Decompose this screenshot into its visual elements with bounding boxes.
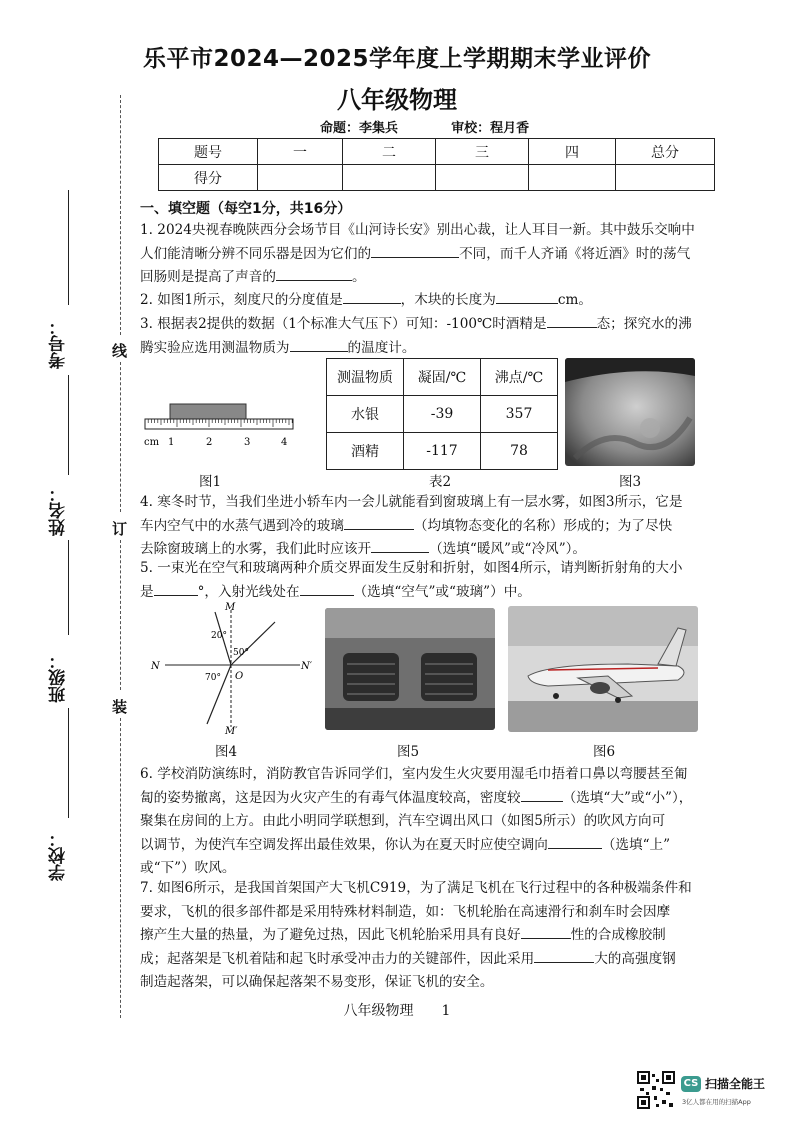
answer-blank[interactable] xyxy=(547,313,597,328)
angle-label: 50° xyxy=(233,648,249,658)
scanner-brand: 扫描全能王 xyxy=(705,1077,766,1091)
score-cell: 四 xyxy=(529,139,616,165)
answer-blank[interactable] xyxy=(496,289,558,304)
score-input-cell[interactable] xyxy=(343,165,436,191)
answer-blank[interactable] xyxy=(548,834,602,849)
figure-3-foggy-window-photo xyxy=(565,358,695,466)
table-header: 沸点/℃ xyxy=(481,359,558,396)
subject-title: 八年级物理 xyxy=(337,86,457,114)
binding-dashed-line xyxy=(120,362,121,512)
figure-1-caption: 图1 xyxy=(198,474,222,490)
q5-text: （选填“空气”或“玻璃”）中。 xyxy=(353,583,531,600)
ruler-tick-label: 4 xyxy=(281,437,288,448)
table-2-caption: 表2 xyxy=(428,474,452,490)
page-footer: 八年级物理 1 xyxy=(343,1003,451,1019)
figure-5-caption: 图5 xyxy=(396,744,420,760)
score-input-cell[interactable] xyxy=(529,165,616,191)
question-4 xyxy=(140,491,750,562)
q4-text: 去除窗玻璃上的水雾，我们此时应该开 xyxy=(140,541,372,557)
ray xyxy=(231,622,275,665)
question-6 xyxy=(140,763,750,881)
q7-line: 7. 如图6所示，是我国首架国产大飞机C919，为了满足飞机在飞行过程中的各种极端条件和 xyxy=(140,880,692,896)
section-title: 一、填空题（每空1分，共16分） xyxy=(140,201,352,217)
q1-text: 。 xyxy=(351,269,366,285)
authors xyxy=(320,117,529,136)
score-input-cell[interactable] xyxy=(258,165,343,191)
q7-text: 擦产生大量的热量，为了避免过热，因此飞机轮胎采用具有良好 xyxy=(140,927,521,943)
table-header: 凝固/℃ xyxy=(404,359,481,396)
angle-label: 70° xyxy=(205,673,221,683)
q7-text: 性的合成橡胶制 xyxy=(570,927,666,943)
q6-text: 以调节，为使汽车空调发挥出最佳效果，你认为在夏天时应使空调向 xyxy=(140,836,548,853)
q3-text: 3. 根据表2提供的数据（1个标准大气压下）可知：-100℃时酒精是 xyxy=(140,316,547,332)
qr-code-icon xyxy=(636,1070,676,1110)
score-input-cell[interactable] xyxy=(436,165,529,191)
author-label: 命题：李集兵 xyxy=(320,121,399,136)
binding-dashed-line xyxy=(120,718,121,1018)
label-N: N xyxy=(151,661,160,672)
score-table-header-row xyxy=(159,139,715,165)
name-label: 姓名： xyxy=(49,485,69,536)
answer-blank[interactable] xyxy=(290,337,348,352)
school-label: 学校： xyxy=(49,830,69,881)
answer-blank[interactable] xyxy=(300,581,354,596)
score-input-cell[interactable] xyxy=(616,165,715,191)
q6-line: 聚集在房间的上方。由此小明同学联想到，汽车空调出风口（如图5所示）的吹风方向可 xyxy=(140,813,666,829)
angle-label: 20° xyxy=(211,631,227,641)
q4-text: （均填物态变化的名称）形成的；为了尽快 xyxy=(413,517,673,534)
q6-text: （选填“大”或“小”）， xyxy=(562,789,693,806)
scanner-logo-icon: CS xyxy=(681,1076,701,1092)
answer-blank[interactable] xyxy=(534,948,594,963)
question-5 xyxy=(140,557,750,604)
q6-text: 匐的姿势撤离，这是因为火灾产生的有毒气体温度较高，密度较 xyxy=(140,789,521,806)
score-cell: 得分 xyxy=(159,165,258,191)
label-O: O xyxy=(235,671,244,682)
answer-blank[interactable] xyxy=(521,787,563,802)
ruler-unit: cm xyxy=(144,437,160,448)
q3-text: 的温度计。 xyxy=(347,339,416,356)
score-cell: 总分 xyxy=(616,139,715,165)
q1-text: 回肠则是提高了声音的 xyxy=(140,269,276,285)
question-2 xyxy=(140,289,750,313)
question-3 xyxy=(140,313,750,360)
q1-text: 人们能清晰分辨不同乐器是因为它们的 xyxy=(140,245,372,262)
table-2 xyxy=(326,358,558,470)
score-cell: 二 xyxy=(343,139,436,165)
table-cell: 酒精 xyxy=(327,433,404,470)
answer-blank[interactable] xyxy=(371,538,429,553)
question-1 xyxy=(140,219,750,290)
score-table-row xyxy=(159,165,715,191)
score-table xyxy=(158,138,715,191)
table-cell: -39 xyxy=(404,396,481,433)
question-7 xyxy=(140,877,750,995)
table-cell: 357 xyxy=(481,396,558,433)
class-label: 班级： xyxy=(49,652,69,703)
binding-char-pack: 装 xyxy=(112,698,128,716)
school-line xyxy=(68,708,69,818)
q4-text: （选填“暖风”或“冷风”）。 xyxy=(429,541,587,557)
answer-blank[interactable] xyxy=(276,266,352,281)
table-row xyxy=(327,396,558,433)
wooden-block xyxy=(170,404,246,419)
q5-line: 5. 一束光在空气和玻璃两种介质交界面发生反射和折射，如图4所示，请判断折射角的大小 xyxy=(140,560,683,576)
answer-blank[interactable] xyxy=(371,243,459,258)
q4-line: 4. 寒冬时节，当我们坐进小轿车内一会儿就能看到窗玻璃上有一层水雾，如图3所示，它是 xyxy=(140,494,683,510)
figure-3-caption: 图3 xyxy=(618,474,642,490)
ruler-tick-label: 3 xyxy=(244,437,251,448)
label-M: M xyxy=(225,602,236,613)
answer-blank[interactable] xyxy=(521,924,571,939)
q7-text: 大的高强度钢 xyxy=(594,950,676,967)
exam-no-line xyxy=(68,190,69,305)
exam-no-label: 考号： xyxy=(49,318,69,369)
figure-5-car-vent-photo xyxy=(325,608,495,730)
q7-line: 制造起落架，可以确保起落架不易变形，保证飞机的安全。 xyxy=(140,974,494,990)
answer-blank[interactable] xyxy=(344,515,414,530)
figure-4-light-diagram xyxy=(145,602,320,737)
label-M-prime: M′ xyxy=(225,726,238,737)
label-N-prime: N′ xyxy=(301,661,313,672)
score-cell: 题号 xyxy=(159,139,258,165)
q2-text: cm。 xyxy=(557,292,592,308)
q2-text: 2. 如图1所示，刻度尺的分度值是 xyxy=(140,292,343,308)
exam-title: 乐平市2024—2025学年度上学期期末学业评价 xyxy=(142,46,652,72)
q7-text: 成；起落架是飞机着陆和起飞时承受冲击力的关键部件，因此采用 xyxy=(140,950,535,967)
figure-6-airplane-photo xyxy=(508,606,698,732)
name-line xyxy=(68,375,69,475)
scanner-subtitle: 3亿人都在用的扫描App xyxy=(682,1098,751,1106)
q5-text: °，入射光线处在 xyxy=(197,583,300,600)
answer-blank[interactable] xyxy=(154,581,198,596)
binding-char-bind: 订 xyxy=(112,520,128,538)
binding-dashed-line xyxy=(120,540,121,690)
q6-line: 6. 学校消防演练时，消防教官告诉同学们，室内发生火灾要用湿毛巾捂着口鼻以弯腰甚至匍 xyxy=(140,766,688,782)
q7-line: 要求，飞机的很多部件都是采用特殊材料制造，如：飞机轮胎在高速滑行和刹车时会因摩 xyxy=(140,903,671,920)
table-row xyxy=(327,433,558,470)
figure-4-caption: 图4 xyxy=(214,744,238,760)
class-line xyxy=(68,540,69,635)
answer-blank[interactable] xyxy=(343,289,401,304)
table-cell: -117 xyxy=(404,433,481,470)
figure-1-ruler xyxy=(140,398,300,454)
q3-text: 态；探究水的沸 xyxy=(596,316,692,332)
q4-text: 车内空气中的水蒸气遇到冷的玻璃 xyxy=(140,517,344,534)
score-cell: 三 xyxy=(436,139,529,165)
figure-6-caption: 图6 xyxy=(592,744,616,760)
reviewer-label: 审校：程月香 xyxy=(451,121,530,136)
table-row xyxy=(327,359,558,396)
q6-text: （选填“上” xyxy=(601,836,671,853)
binding-dashed-line xyxy=(120,95,121,335)
q2-text: ，木块的长度为 xyxy=(400,292,496,308)
table-cell: 78 xyxy=(481,433,558,470)
q6-line: 或“下”）吹风。 xyxy=(140,860,236,876)
q3-text: 腾实验应选用测温物质为 xyxy=(140,339,290,356)
ruler-tick-label: 1 xyxy=(168,437,175,448)
score-cell: 一 xyxy=(258,139,343,165)
q5-text: 是 xyxy=(140,583,154,600)
q1-text: 不同，而千人齐诵《将近酒》时的荡气 xyxy=(459,245,691,262)
q1-line: 1. 2024央视春晚陕西分会场节目《山河诗长安》别出心裁，让人耳目一新。其中鼓乐交响中 xyxy=(140,222,695,238)
table-cell: 水银 xyxy=(327,396,404,433)
table-header: 测温物质 xyxy=(327,359,404,396)
binding-char-line: 线 xyxy=(112,342,128,360)
ruler-tick-label: 2 xyxy=(206,437,213,448)
